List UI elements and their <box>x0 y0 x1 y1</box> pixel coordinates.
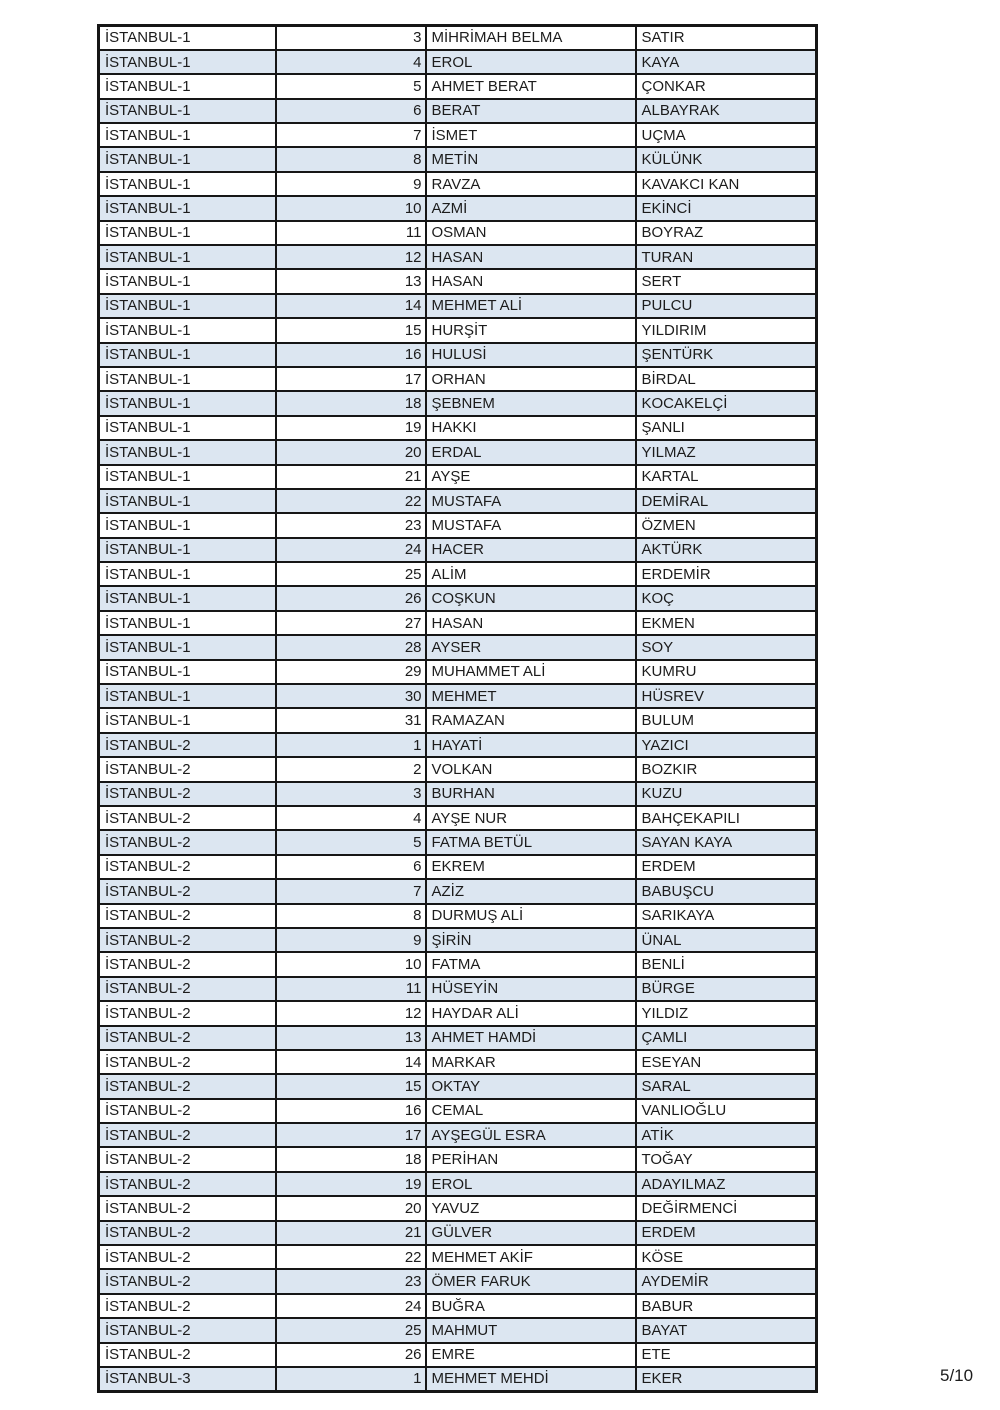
table-row <box>99 806 817 830</box>
table-row <box>99 977 817 1001</box>
candidate-table-body <box>99 26 817 1392</box>
district-cell: İSTANBUL-2 <box>99 1074 276 1098</box>
district-cell: İSTANBUL-2 <box>99 1221 276 1245</box>
first-name-cell: AYŞEGÜL ESRA <box>426 1123 636 1147</box>
rank-cell: 22 <box>276 489 426 513</box>
rank-cell: 8 <box>276 904 426 928</box>
table-row <box>99 586 817 610</box>
first-name-cell: HAYDAR ALİ <box>426 1001 636 1025</box>
first-name-cell: MAHMUT <box>426 1318 636 1342</box>
table-row <box>99 99 817 123</box>
district-cell: İSTANBUL-1 <box>99 245 276 269</box>
rank-cell: 21 <box>276 465 426 489</box>
table-row <box>99 928 817 952</box>
first-name-cell: MEHMET AKİF <box>426 1245 636 1269</box>
table-row <box>99 221 817 245</box>
last-name-cell: AYDEMİR <box>636 1269 817 1293</box>
first-name-cell: ŞİRİN <box>426 928 636 952</box>
first-name-cell: OKTAY <box>426 1074 636 1098</box>
table-row <box>99 1269 817 1293</box>
table-row <box>99 611 817 635</box>
last-name-cell: BİRDAL <box>636 367 817 391</box>
table-row <box>99 416 817 440</box>
last-name-cell: HÜSREV <box>636 684 817 708</box>
district-cell: İSTANBUL-2 <box>99 1245 276 1269</box>
first-name-cell: ORHAN <box>426 367 636 391</box>
rank-cell: 19 <box>276 1172 426 1196</box>
table-row <box>99 343 817 367</box>
district-cell: İSTANBUL-2 <box>99 1269 276 1293</box>
rank-cell: 26 <box>276 1343 426 1367</box>
rank-cell: 3 <box>276 782 426 806</box>
district-cell: İSTANBUL-1 <box>99 635 276 659</box>
rank-cell: 18 <box>276 1147 426 1171</box>
rank-cell: 31 <box>276 708 426 732</box>
last-name-cell: KUMRU <box>636 660 817 684</box>
table-row <box>99 50 817 74</box>
page-number: 5/10 <box>940 1366 974 1385</box>
rank-cell: 5 <box>276 830 426 854</box>
last-name-cell: BENLİ <box>636 952 817 976</box>
table-row <box>99 562 817 586</box>
first-name-cell: AYSER <box>426 635 636 659</box>
last-name-cell: BAHÇEKAPILI <box>636 806 817 830</box>
last-name-cell: TURAN <box>636 245 817 269</box>
rank-cell: 5 <box>276 74 426 98</box>
district-cell: İSTANBUL-2 <box>99 1147 276 1171</box>
table-row <box>99 1343 817 1367</box>
rank-cell: 22 <box>276 1245 426 1269</box>
district-cell: İSTANBUL-1 <box>99 318 276 342</box>
last-name-cell: AKTÜRK <box>636 538 817 562</box>
first-name-cell: ALİM <box>426 562 636 586</box>
table-row <box>99 1147 817 1171</box>
table-row <box>99 1294 817 1318</box>
last-name-cell: ADAYILMAZ <box>636 1172 817 1196</box>
table-row <box>99 74 817 98</box>
rank-cell: 11 <box>276 977 426 1001</box>
district-cell: İSTANBUL-2 <box>99 1123 276 1147</box>
first-name-cell: COŞKUN <box>426 586 636 610</box>
table-row <box>99 1099 817 1123</box>
first-name-cell: FATMA <box>426 952 636 976</box>
district-cell: İSTANBUL-1 <box>99 611 276 635</box>
district-cell: İSTANBUL-2 <box>99 806 276 830</box>
table-row <box>99 782 817 806</box>
first-name-cell: YAVUZ <box>426 1196 636 1220</box>
rank-cell: 9 <box>276 172 426 196</box>
last-name-cell: YAZICI <box>636 733 817 757</box>
table-row <box>99 1221 817 1245</box>
rank-cell: 19 <box>276 416 426 440</box>
first-name-cell: MUSTAFA <box>426 489 636 513</box>
table-row <box>99 1001 817 1025</box>
last-name-cell: BÜRGE <box>636 977 817 1001</box>
last-name-cell: BABUR <box>636 1294 817 1318</box>
first-name-cell: RAMAZAN <box>426 708 636 732</box>
district-cell: İSTANBUL-1 <box>99 708 276 732</box>
rank-cell: 7 <box>276 123 426 147</box>
first-name-cell: OSMAN <box>426 221 636 245</box>
last-name-cell: ŞANLI <box>636 416 817 440</box>
rank-cell: 10 <box>276 952 426 976</box>
last-name-cell: ERDEM <box>636 1221 817 1245</box>
first-name-cell: RAVZA <box>426 172 636 196</box>
rank-cell: 11 <box>276 221 426 245</box>
first-name-cell: BERAT <box>426 99 636 123</box>
last-name-cell: KUZU <box>636 782 817 806</box>
table-row <box>99 294 817 318</box>
last-name-cell: BOZKIR <box>636 757 817 781</box>
table-row <box>99 684 817 708</box>
table-row <box>99 513 817 537</box>
table-row <box>99 465 817 489</box>
table-row <box>99 733 817 757</box>
first-name-cell: EROL <box>426 1172 636 1196</box>
candidate-table <box>97 24 818 1393</box>
first-name-cell: MİHRİMAH BELMA <box>426 26 636 50</box>
table-row <box>99 1367 817 1391</box>
table-row <box>99 147 817 171</box>
rank-cell: 27 <box>276 611 426 635</box>
district-cell: İSTANBUL-1 <box>99 123 276 147</box>
last-name-cell: DEĞİRMENCİ <box>636 1196 817 1220</box>
district-cell: İSTANBUL-2 <box>99 1026 276 1050</box>
district-cell: İSTANBUL-1 <box>99 586 276 610</box>
first-name-cell: AYŞE NUR <box>426 806 636 830</box>
last-name-cell: ERDEMİR <box>636 562 817 586</box>
rank-cell: 2 <box>276 757 426 781</box>
table-row <box>99 196 817 220</box>
table-row <box>99 26 817 50</box>
district-cell: İSTANBUL-2 <box>99 1343 276 1367</box>
district-cell: İSTANBUL-1 <box>99 343 276 367</box>
table-row <box>99 1196 817 1220</box>
first-name-cell: MEHMET ALİ <box>426 294 636 318</box>
table-row <box>99 367 817 391</box>
first-name-cell: HASAN <box>426 611 636 635</box>
first-name-cell: METİN <box>426 147 636 171</box>
district-cell: İSTANBUL-2 <box>99 928 276 952</box>
first-name-cell: İSMET <box>426 123 636 147</box>
district-cell: İSTANBUL-2 <box>99 782 276 806</box>
rank-cell: 14 <box>276 1050 426 1074</box>
first-name-cell: HACER <box>426 538 636 562</box>
last-name-cell: ATİK <box>636 1123 817 1147</box>
last-name-cell: ÇONKAR <box>636 74 817 98</box>
district-cell: İSTANBUL-2 <box>99 904 276 928</box>
first-name-cell: AHMET BERAT <box>426 74 636 98</box>
rank-cell: 23 <box>276 513 426 537</box>
last-name-cell: KAVAKCI KAN <box>636 172 817 196</box>
table-row <box>99 318 817 342</box>
rank-cell: 13 <box>276 269 426 293</box>
table-row <box>99 1050 817 1074</box>
rank-cell: 26 <box>276 586 426 610</box>
last-name-cell: EKİNCİ <box>636 196 817 220</box>
last-name-cell: UÇMA <box>636 123 817 147</box>
last-name-cell: SATIR <box>636 26 817 50</box>
rank-cell: 23 <box>276 1269 426 1293</box>
district-cell: İSTANBUL-1 <box>99 147 276 171</box>
rank-cell: 25 <box>276 1318 426 1342</box>
rank-cell: 1 <box>276 1367 426 1391</box>
district-cell: İSTANBUL-1 <box>99 660 276 684</box>
table-row <box>99 391 817 415</box>
district-cell: İSTANBUL-2 <box>99 830 276 854</box>
first-name-cell: EROL <box>426 50 636 74</box>
rank-cell: 21 <box>276 1221 426 1245</box>
table-row <box>99 1026 817 1050</box>
first-name-cell: HULUSİ <box>426 343 636 367</box>
rank-cell: 18 <box>276 391 426 415</box>
last-name-cell: SARIKAYA <box>636 904 817 928</box>
first-name-cell: MARKAR <box>426 1050 636 1074</box>
last-name-cell: BULUM <box>636 708 817 732</box>
rank-cell: 6 <box>276 99 426 123</box>
first-name-cell: CEMAL <box>426 1099 636 1123</box>
rank-cell: 4 <box>276 806 426 830</box>
table-row <box>99 1318 817 1342</box>
rank-cell: 8 <box>276 147 426 171</box>
rank-cell: 6 <box>276 855 426 879</box>
district-cell: İSTANBUL-1 <box>99 367 276 391</box>
last-name-cell: VANLIOĞLU <box>636 1099 817 1123</box>
rank-cell: 24 <box>276 1294 426 1318</box>
table-row <box>99 757 817 781</box>
district-cell: İSTANBUL-2 <box>99 952 276 976</box>
table-row <box>99 708 817 732</box>
first-name-cell: VOLKAN <box>426 757 636 781</box>
last-name-cell: ESEYAN <box>636 1050 817 1074</box>
first-name-cell: EKREM <box>426 855 636 879</box>
district-cell: İSTANBUL-2 <box>99 1172 276 1196</box>
first-name-cell: DURMUŞ ALİ <box>426 904 636 928</box>
table-row <box>99 879 817 903</box>
last-name-cell: ERDEM <box>636 855 817 879</box>
last-name-cell: ÇAMLI <box>636 1026 817 1050</box>
district-cell: İSTANBUL-3 <box>99 1367 276 1391</box>
last-name-cell: YILMAZ <box>636 440 817 464</box>
last-name-cell: EKER <box>636 1367 817 1391</box>
last-name-cell: DEMİRAL <box>636 489 817 513</box>
district-cell: İSTANBUL-1 <box>99 465 276 489</box>
district-cell: İSTANBUL-2 <box>99 1001 276 1025</box>
last-name-cell: KOCAKELÇİ <box>636 391 817 415</box>
last-name-cell: ETE <box>636 1343 817 1367</box>
district-cell: İSTANBUL-1 <box>99 99 276 123</box>
last-name-cell: ÖZMEN <box>636 513 817 537</box>
first-name-cell: AYŞE <box>426 465 636 489</box>
rank-cell: 12 <box>276 245 426 269</box>
district-cell: İSTANBUL-2 <box>99 1294 276 1318</box>
district-cell: İSTANBUL-2 <box>99 1099 276 1123</box>
last-name-cell: ÜNAL <box>636 928 817 952</box>
last-name-cell: KARTAL <box>636 465 817 489</box>
table-row <box>99 660 817 684</box>
first-name-cell: AHMET HAMDİ <box>426 1026 636 1050</box>
rank-cell: 30 <box>276 684 426 708</box>
rank-cell: 14 <box>276 294 426 318</box>
district-cell: İSTANBUL-1 <box>99 416 276 440</box>
district-cell: İSTANBUL-2 <box>99 1050 276 1074</box>
table-row <box>99 904 817 928</box>
table-row <box>99 489 817 513</box>
first-name-cell: PERİHAN <box>426 1147 636 1171</box>
last-name-cell: BABUŞCU <box>636 879 817 903</box>
last-name-cell: EKMEN <box>636 611 817 635</box>
table-row <box>99 635 817 659</box>
first-name-cell: HÜSEYİN <box>426 977 636 1001</box>
district-cell: İSTANBUL-1 <box>99 538 276 562</box>
district-cell: İSTANBUL-2 <box>99 757 276 781</box>
last-name-cell: KOÇ <box>636 586 817 610</box>
first-name-cell: FATMA BETÜL <box>426 830 636 854</box>
district-cell: İSTANBUL-1 <box>99 489 276 513</box>
last-name-cell: BOYRAZ <box>636 221 817 245</box>
table-row <box>99 952 817 976</box>
first-name-cell: MEHMET <box>426 684 636 708</box>
last-name-cell: BAYAT <box>636 1318 817 1342</box>
last-name-cell: SAYAN KAYA <box>636 830 817 854</box>
first-name-cell: BURHAN <box>426 782 636 806</box>
district-cell: İSTANBUL-1 <box>99 172 276 196</box>
table-row <box>99 123 817 147</box>
rank-cell: 16 <box>276 343 426 367</box>
district-cell: İSTANBUL-1 <box>99 50 276 74</box>
rank-cell: 25 <box>276 562 426 586</box>
rank-cell: 16 <box>276 1099 426 1123</box>
district-cell: İSTANBUL-1 <box>99 26 276 50</box>
district-cell: İSTANBUL-1 <box>99 513 276 537</box>
last-name-cell: KÜLÜNK <box>636 147 817 171</box>
first-name-cell: HAKKI <box>426 416 636 440</box>
district-cell: İSTANBUL-2 <box>99 977 276 1001</box>
last-name-cell: SARAL <box>636 1074 817 1098</box>
rank-cell: 15 <box>276 1074 426 1098</box>
district-cell: İSTANBUL-2 <box>99 733 276 757</box>
last-name-cell: ALBAYRAK <box>636 99 817 123</box>
first-name-cell: AZİZ <box>426 879 636 903</box>
district-cell: İSTANBUL-2 <box>99 879 276 903</box>
rank-cell: 1 <box>276 733 426 757</box>
last-name-cell: YILDIZ <box>636 1001 817 1025</box>
district-cell: İSTANBUL-1 <box>99 196 276 220</box>
rank-cell: 28 <box>276 635 426 659</box>
table-row <box>99 1074 817 1098</box>
table-row <box>99 538 817 562</box>
last-name-cell: TOĞAY <box>636 1147 817 1171</box>
last-name-cell: SOY <box>636 635 817 659</box>
first-name-cell: ŞEBNEM <box>426 391 636 415</box>
first-name-cell: MUSTAFA <box>426 513 636 537</box>
district-cell: İSTANBUL-1 <box>99 684 276 708</box>
last-name-cell: PULCU <box>636 294 817 318</box>
first-name-cell: HASAN <box>426 269 636 293</box>
first-name-cell: HASAN <box>426 245 636 269</box>
district-cell: İSTANBUL-1 <box>99 391 276 415</box>
table-row <box>99 440 817 464</box>
first-name-cell: EMRE <box>426 1343 636 1367</box>
district-cell: İSTANBUL-1 <box>99 294 276 318</box>
district-cell: İSTANBUL-1 <box>99 221 276 245</box>
rank-cell: 13 <box>276 1026 426 1050</box>
rank-cell: 24 <box>276 538 426 562</box>
rank-cell: 12 <box>276 1001 426 1025</box>
first-name-cell: HURŞİT <box>426 318 636 342</box>
district-cell: İSTANBUL-1 <box>99 269 276 293</box>
last-name-cell: KAYA <box>636 50 817 74</box>
rank-cell: 4 <box>276 50 426 74</box>
rank-cell: 7 <box>276 879 426 903</box>
rank-cell: 10 <box>276 196 426 220</box>
district-cell: İSTANBUL-2 <box>99 1196 276 1220</box>
rank-cell: 3 <box>276 26 426 50</box>
district-cell: İSTANBUL-1 <box>99 440 276 464</box>
table-row <box>99 830 817 854</box>
first-name-cell: AZMİ <box>426 196 636 220</box>
first-name-cell: MEHMET MEHDİ <box>426 1367 636 1391</box>
rank-cell: 17 <box>276 367 426 391</box>
first-name-cell: BUĞRA <box>426 1294 636 1318</box>
table-row <box>99 245 817 269</box>
table-row <box>99 1123 817 1147</box>
table-row <box>99 269 817 293</box>
district-cell: İSTANBUL-2 <box>99 1318 276 1342</box>
rank-cell: 15 <box>276 318 426 342</box>
rank-cell: 29 <box>276 660 426 684</box>
last-name-cell: YILDIRIM <box>636 318 817 342</box>
last-name-cell: ŞENTÜRK <box>636 343 817 367</box>
first-name-cell: ERDAL <box>426 440 636 464</box>
rank-cell: 20 <box>276 440 426 464</box>
rank-cell: 20 <box>276 1196 426 1220</box>
table-row <box>99 855 817 879</box>
last-name-cell: SERT <box>636 269 817 293</box>
first-name-cell: MUHAMMET ALİ <box>426 660 636 684</box>
district-cell: İSTANBUL-1 <box>99 74 276 98</box>
first-name-cell: GÜLVER <box>426 1221 636 1245</box>
first-name-cell: ÖMER FARUK <box>426 1269 636 1293</box>
last-name-cell: KÖSE <box>636 1245 817 1269</box>
table-row <box>99 172 817 196</box>
table-row <box>99 1172 817 1196</box>
first-name-cell: HAYATİ <box>426 733 636 757</box>
district-cell: İSTANBUL-2 <box>99 855 276 879</box>
district-cell: İSTANBUL-1 <box>99 562 276 586</box>
table-row <box>99 1245 817 1269</box>
rank-cell: 17 <box>276 1123 426 1147</box>
rank-cell: 9 <box>276 928 426 952</box>
